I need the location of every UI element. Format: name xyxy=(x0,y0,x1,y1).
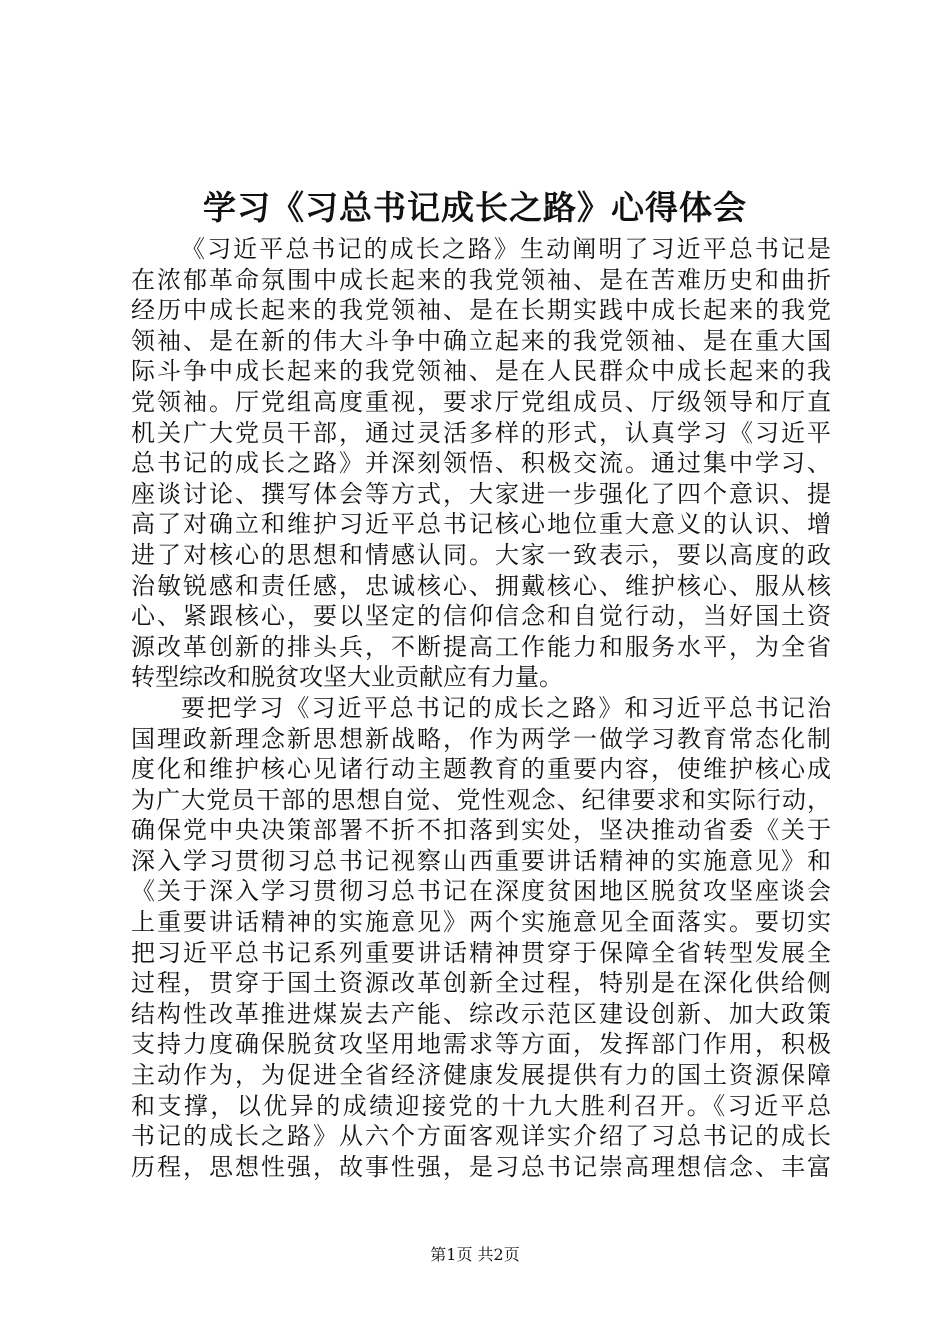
text-line: 历程，思想性强，故事性强，是习总书记崇高理想信念、丰富 xyxy=(131,1152,831,1181)
text-line: 《关于深入学习贯彻习总书记在深度贫困地区脱贫攻坚座谈会 xyxy=(131,877,831,906)
text-line: 结构性改革推进煤炭去产能、综改示范区建设创新、加大政策 xyxy=(131,999,831,1028)
text-line: 把习近平总书记系列重要讲话精神贯穿于保障全省转型发展全 xyxy=(131,938,831,967)
text-line: 《习近平总书记的成长之路》生动阐明了习近平总书记是 xyxy=(181,235,831,263)
text-line: 支持力度确保脱贫攻坚用地需求等方面，发挥部门作用，积极 xyxy=(131,1030,831,1059)
text-line: 高了对确立和维护习近平总书记核心地位重大意义的认识、增 xyxy=(131,510,831,539)
text-line: 党领袖。厅党组高度重视，要求厅党组成员、厅级领导和厅直 xyxy=(131,387,831,416)
text-line: 深入学习贯彻习总书记视察山西重要讲话精神的实施意见》和 xyxy=(131,846,831,875)
text-line: 心、紧跟核心，要以坚定的信仰信念和自觉行动，当好国土资 xyxy=(131,602,831,631)
text-line: 过程，贯穿于国土资源改革创新全过程，特别是在深化供给侧 xyxy=(131,969,831,998)
text-line: 为广大党员干部的思想自觉、党性观念、纪律要求和实际行动， xyxy=(131,785,831,814)
text-line: 上重要讲话精神的实施意见》两个实施意见全面落实。要切实 xyxy=(131,908,831,937)
text-line: 总书记的成长之路》并深刻领悟、积极交流。通过集中学习、 xyxy=(131,449,831,478)
text-line: 经历中成长起来的我党领袖、是在长期实践中成长起来的我党 xyxy=(131,296,831,325)
text-line: 转型综改和脱贫攻坚大业贡献应有力量。 xyxy=(131,663,563,692)
text-line: 机关广大党员干部，通过灵活多样的形式，认真学习《习近平 xyxy=(131,418,831,447)
text-line: 源改革创新的排头兵，不断提高工作能力和服务水平，为全省 xyxy=(131,632,831,661)
page-title: 学习《习总书记成长之路》心得体会 xyxy=(203,188,747,227)
text-line: 治敏锐感和责任感，忠诚核心、拥戴核心、维护核心、服从核 xyxy=(131,571,831,600)
text-line: 际斗争中成长起来的我党领袖、是在人民群众中成长起来的我 xyxy=(131,357,831,386)
text-line: 主动作为，为促进全省经济健康发展提供有力的国土资源保障 xyxy=(131,1061,831,1090)
text-line: 领袖、是在新的伟大斗争中确立起来的我党领袖、是在重大国 xyxy=(131,326,831,355)
text-line: 国理政新理念新思想新战略，作为两学一做学习教育常态化制 xyxy=(131,724,831,753)
text-line: 度化和维护核心见诸行动主题教育的重要内容，使维护核心成 xyxy=(131,755,831,784)
text-line: 在浓郁革命氛围中成长起来的我党领袖、是在苦难历史和曲折 xyxy=(131,265,831,294)
page-number: 第1页 共2页 xyxy=(430,1245,520,1264)
text-line: 进了对核心的思想和情感认同。大家一致表示，要以高度的政 xyxy=(131,540,831,569)
text-line: 和支撑，以优异的成绩迎接党的十九大胜利召开。《习近平总 xyxy=(131,1091,831,1120)
text-line: 要把学习《习近平总书记的成长之路》和习近平总书记治 xyxy=(181,693,831,722)
document-body xyxy=(131,234,831,1182)
text-line: 座谈讨论、撰写体会等方式，大家进一步强化了四个意识、提 xyxy=(131,479,831,508)
text-line: 书记的成长之路》从六个方面客观详实介绍了习总书记的成长 xyxy=(131,1122,831,1151)
text-line: 确保党中央决策部署不折不扣落到实处，坚决推动省委《关于 xyxy=(131,816,831,845)
